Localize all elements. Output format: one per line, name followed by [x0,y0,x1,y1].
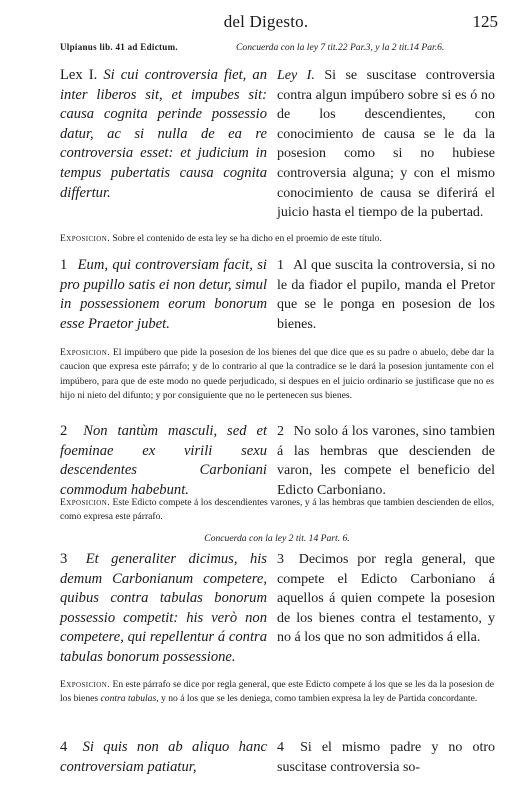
para2-spanish-text: No solo á los varones, sino tambien á las hembras que descienden de varon, les compete el beneficio del Edicto Carboniano. [277,424,495,498]
para4-number: 4 [60,739,68,755]
lex1-latin-label: Lex I. [60,67,98,83]
para1-spanish-text: Al que suscita la controversia, si no le da fiador el pupilo, manda el Pretor que se le ponga en posesion de los bienes. [277,258,496,332]
lex1-latin-text: Si cui controversia fiet, an inter liberos sit, et impubes sit: causa cognita perinde possessio datur, ac si nulla de ea re controversia esset: et judicium in tempus pubertatis causa cognita differtur. [60,67,267,201]
exposition-0 [60,232,494,246]
para2-spanish [277,422,495,500]
source-reference: Ulpianus lib. 41 ad Edictum. [60,42,178,52]
exposition-text: Este Edicto compete á los descendientes varones, y á las hembras que tambien descienden de ellos, como expresa este párrafo. [60,497,494,523]
para4-latin-text: Si quis non ab aliquo hanc controversiam patiatur, [60,739,267,775]
exposition-label: Exposicion. [60,233,110,244]
lex1-spanish [277,66,495,223]
running-head [0,10,532,36]
exposition-text-italic: contra tabulas [100,693,157,705]
page-number: 125 [472,12,498,31]
exposition-text: El impúbero que pide la posesion de los bienes del que dice que es su padre o abuelo, debe dar la caucion que expresa este párrafo; y de lo contrario al que la contradice se le dará la posesion juntamente con el impúbero, para que de este modo no quede perjudicado, si despues en el juicio ordinario se justificase que no es hijo ni nieto del difunto; y por consiguiente que no le pertenecen sus bienes. [60,347,494,402]
para4-spanish [277,738,495,777]
exposition-text-before: En este párrafo se dice por regla general, que este Edicto compete á los que se les da la posesion de los bienes [60,679,494,705]
para2-latin-text: Non tantùm masculi, sed et foeminae ex virili sexu descendentes Carboniani commodum habebunt. [60,423,267,498]
concordance-note: Concuerda con la ley 7 tit.22 Par.3, y la 2 tit.14 Par.6. [236,42,445,53]
para3-latin [60,550,267,668]
para3-number-es: 3 [277,552,284,567]
para2-number: 2 [60,423,68,439]
lex1-spanish-text: Si se suscitase controversia contra algun impúbero sobre si es ó no de los descendientes, con conocimiento de causa se le da la posesion como si no hubiese controversia alguna; y con el mismo conocimiento de causa se diferirá el juicio hasta el tiempo de la pubertad. [277,68,495,221]
concordance-para3: Concuerda con la ley 2 tit. 14 Part. 6. [204,533,350,544]
para4-number-es: 4 [277,740,284,755]
para4-latin [60,738,267,777]
para1-number-es: 1 [277,258,284,273]
source-line [60,42,494,53]
running-title: del Digesto. [223,12,309,31]
exposition-label: Exposicion. [60,679,110,690]
para3-number: 3 [60,551,68,567]
para1-latin [60,256,267,334]
exposition-1 [60,346,494,404]
lex1-latin [60,66,267,203]
exposition-3 [60,678,494,707]
exposition-label: Exposicion. [60,497,110,508]
para1-number: 1 [60,257,68,273]
para3-latin-text: Et generaliter dicimus, his demum Carbonianum competere, quibus contra tabulas bonorum possessio competit: his verò non competere, qui repellentur á contra tabulas bonorum possessione. [60,551,267,665]
para3-spanish [277,550,495,648]
exposition-text: Sobre el contenido de esta ley se ha dicho en el proemio de este título. [112,233,382,244]
exposition-text-after: , y no á los que se les deniega, como tambien expresa la ley de Partida concordante. [156,693,478,705]
exposition-label: Exposicion. [60,347,110,358]
para4-spanish-text: Si el mismo padre y no otro suscitase controversia so- [277,740,496,775]
para1-latin-text: Eum, qui controversiam facit, si pro pupillo satis ei non detur, simul in possessionem eorum bonorum esse Praetor jubet. [60,257,267,332]
para2-latin [60,422,267,500]
para2-number-es: 2 [277,424,284,439]
exposition-2 [60,496,494,525]
para1-spanish [277,256,495,334]
lex1-spanish-label: Ley I. [277,68,315,83]
para3-spanish-text: Decimos por regla general, que compete el Edicto Carboniano á aquellos á quien compete la posesion de los bienes contra el testamento, y no á los que no son admitidos á ella. [277,552,495,646]
